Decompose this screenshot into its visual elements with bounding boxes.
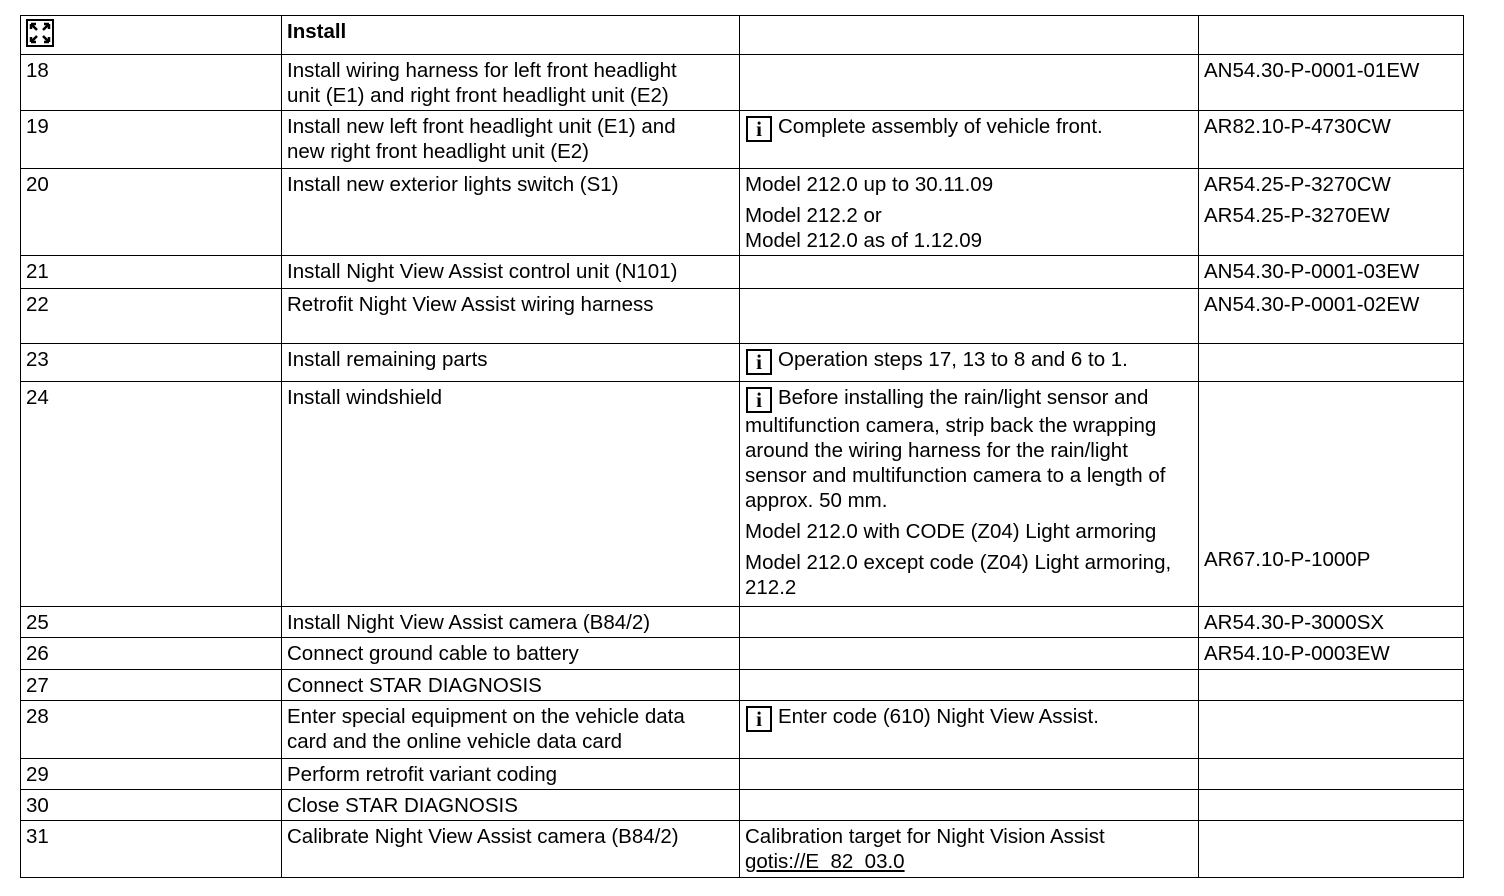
- step-action-line: card and the online vehicle data card: [287, 730, 623, 753]
- step-notes: [740, 607, 1199, 638]
- info-note: [745, 704, 1194, 732]
- step-action-line: new right front headlight unit (E2): [287, 140, 589, 163]
- info-note: [745, 114, 1194, 142]
- info-icon: i: [746, 387, 772, 413]
- step-notes: [740, 382, 1199, 607]
- info-note: [745, 347, 1194, 375]
- reference-code: AR54.25-P-3270EW: [1204, 204, 1390, 227]
- header-row: [21, 16, 1464, 55]
- note-text: Model 212.0 up to 30.11.09: [745, 173, 994, 196]
- step-refs: [1199, 759, 1464, 790]
- header-title: Install: [282, 16, 740, 55]
- step-row-29: [21, 759, 1464, 790]
- step-row-23: [21, 344, 1464, 382]
- step-action: [282, 759, 740, 790]
- reference-code: AR82.10-P-4730CW: [1204, 115, 1391, 138]
- step-row-27: [21, 670, 1464, 701]
- step-refs: [1199, 701, 1464, 759]
- step-number: 24: [21, 382, 282, 607]
- step-action-line: Close STAR DIAGNOSIS: [287, 794, 518, 817]
- step-notes: [740, 169, 1199, 256]
- step-row-30: [21, 790, 1464, 821]
- header-icon-cell: [21, 16, 282, 55]
- note: [745, 824, 1194, 849]
- reference-code: [1204, 385, 1459, 510]
- step-number: 31: [21, 821, 282, 878]
- step-action: [282, 289, 740, 344]
- step-number: 18: [21, 55, 282, 111]
- step-notes: [740, 670, 1199, 701]
- note: [745, 849, 1194, 874]
- step-action: [282, 790, 740, 821]
- info-note: [745, 385, 1194, 513]
- step-refs: [1199, 256, 1464, 289]
- note-text: Complete assembly of vehicle front.: [778, 115, 1103, 138]
- step-action: [282, 701, 740, 759]
- reference-code: AR67.10-P-1000P: [1204, 548, 1371, 571]
- step-number: 23: [21, 344, 282, 382]
- step-notes: [740, 55, 1199, 111]
- step-action-line: Install wiring harness for left front headlight: [287, 59, 677, 82]
- step-action: [282, 382, 740, 607]
- step-row-31: [21, 821, 1464, 878]
- step-row-24: [21, 382, 1464, 607]
- step-notes: [740, 701, 1199, 759]
- note-text: Operation steps 17, 13 to 8 and 6 to 1.: [778, 348, 1128, 371]
- step-row-21: [21, 256, 1464, 289]
- step-refs: [1199, 790, 1464, 821]
- step-action-line: Retrofit Night View Assist wiring harness: [287, 293, 654, 316]
- note-text: Before installing the rain/light sensor and multifunction camera, strip back the wrapping around the wiring harness for the rain/light sensor and multifunction camera to a length of approx. 50 mm.: [745, 386, 1166, 512]
- reference-code: [1204, 516, 1459, 541]
- step-row-25: [21, 607, 1464, 638]
- note-text: Model 212.0 with CODE (Z04) Light armoring: [745, 520, 1157, 543]
- step-notes: [740, 344, 1199, 382]
- step-number: 30: [21, 790, 282, 821]
- reference-code: AR54.30-P-3000SX: [1204, 611, 1385, 634]
- note: [745, 203, 1194, 253]
- info-icon: i: [746, 349, 772, 375]
- reference-code: AR54.10-P-0003EW: [1204, 642, 1390, 665]
- step-action-line: Connect ground cable to battery: [287, 642, 579, 665]
- step-action-line: Install Night View Assist control unit (N101): [287, 260, 678, 283]
- step-action-line: unit (E1) and right front headlight unit (E2): [287, 84, 669, 107]
- step-row-20: [21, 169, 1464, 256]
- step-action: [282, 670, 740, 701]
- step-action-line: Install new left front headlight unit (E1) and: [287, 115, 676, 138]
- step-row-28: [21, 701, 1464, 759]
- step-refs: [1199, 55, 1464, 111]
- step-action-line: Install remaining parts: [287, 348, 488, 371]
- procedure-table: [20, 15, 1464, 878]
- step-refs: [1199, 344, 1464, 382]
- step-number: 26: [21, 638, 282, 670]
- reference-code: AN54.30-P-0001-03EW: [1204, 260, 1420, 283]
- step-row-19: [21, 111, 1464, 169]
- step-action: [282, 638, 740, 670]
- header-refs-cell: [1199, 16, 1464, 55]
- step-notes: [740, 111, 1199, 169]
- reference-code: AR54.25-P-3270CW: [1204, 173, 1391, 196]
- reference-code: AN54.30-P-0001-01EW: [1204, 59, 1420, 82]
- note-text: Enter code (610) Night View Assist.: [778, 705, 1099, 728]
- step-action-line: Install new exterior lights switch (S1): [287, 173, 619, 196]
- header-notes-cell: [740, 16, 1199, 55]
- step-refs: [1199, 670, 1464, 701]
- step-notes: [740, 256, 1199, 289]
- step-notes: [740, 821, 1199, 878]
- install-tool-icon: [26, 19, 54, 47]
- step-action-line: Connect STAR DIAGNOSIS: [287, 674, 542, 697]
- step-refs: [1199, 169, 1464, 256]
- step-number: 19: [21, 111, 282, 169]
- step-row-26: [21, 638, 1464, 670]
- step-number: 27: [21, 670, 282, 701]
- step-refs: [1199, 382, 1464, 607]
- step-number: 22: [21, 289, 282, 344]
- step-action: [282, 607, 740, 638]
- step-action-line: Calibrate Night View Assist camera (B84/2): [287, 825, 679, 848]
- step-action: [282, 169, 740, 256]
- step-action: [282, 344, 740, 382]
- step-action-line: Perform retrofit variant coding: [287, 763, 558, 786]
- reference-code: AN54.30-P-0001-02EW: [1204, 293, 1420, 316]
- step-action: [282, 111, 740, 169]
- step-refs: [1199, 638, 1464, 670]
- note: [745, 172, 1194, 197]
- step-notes: [740, 289, 1199, 344]
- note: [745, 519, 1194, 544]
- step-notes: [740, 790, 1199, 821]
- step-notes: [740, 759, 1199, 790]
- step-number: 20: [21, 169, 282, 256]
- step-notes: [740, 638, 1199, 670]
- step-number: 28: [21, 701, 282, 759]
- step-action-line: Enter special equipment on the vehicle data: [287, 705, 685, 728]
- step-refs: [1199, 607, 1464, 638]
- note-text: Model 212.2 or Model 212.0 as of 1.12.09: [745, 204, 983, 252]
- note-text: Model 212.0 except code (Z04) Light armoring, 212.2: [745, 551, 1172, 599]
- step-row-18: [21, 55, 1464, 111]
- step-action-line: Install Night View Assist camera (B84/2): [287, 611, 651, 634]
- step-refs: [1199, 289, 1464, 344]
- info-icon: i: [746, 116, 772, 142]
- step-refs: [1199, 821, 1464, 878]
- step-action-line: Install windshield: [287, 386, 442, 409]
- step-number: 29: [21, 759, 282, 790]
- step-action: [282, 256, 740, 289]
- note-text: Calibration target for Night Vision Assist: [745, 825, 1105, 848]
- document-link[interactable]: gotis://E_82_03.0: [745, 850, 905, 873]
- note: [745, 550, 1194, 600]
- step-refs: [1199, 111, 1464, 169]
- info-icon: i: [746, 706, 772, 732]
- step-number: 21: [21, 256, 282, 289]
- step-number: 25: [21, 607, 282, 638]
- step-row-22: [21, 289, 1464, 344]
- step-action: [282, 55, 740, 111]
- step-action: [282, 821, 740, 878]
